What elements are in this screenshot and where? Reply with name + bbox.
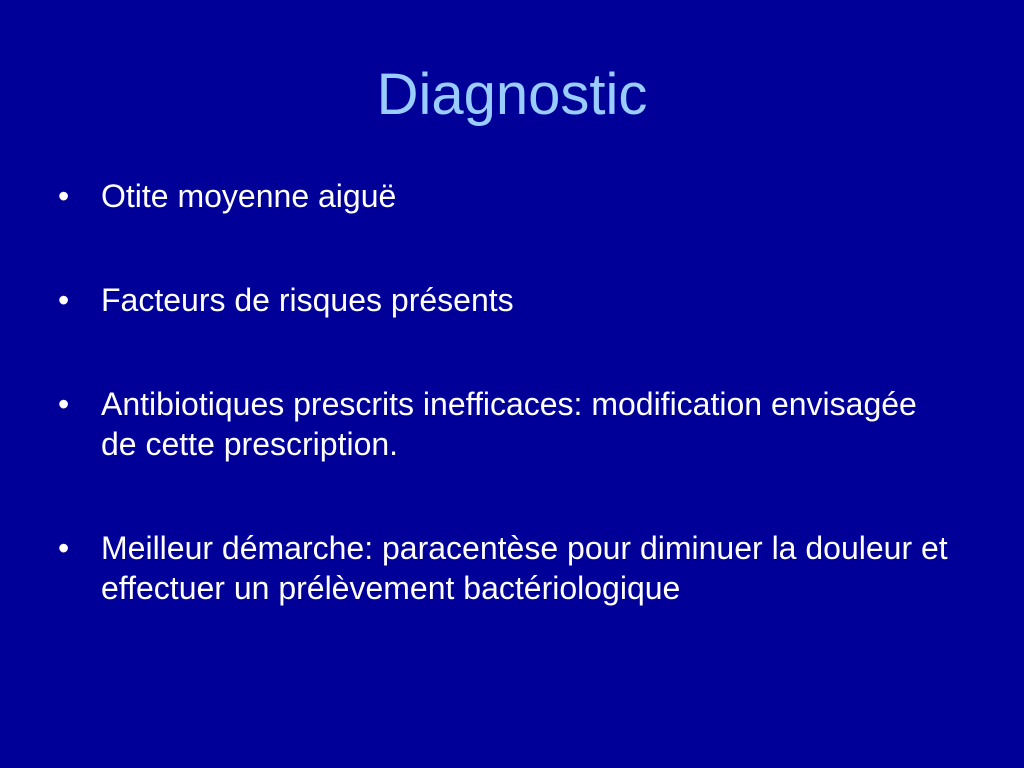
bullet-text: Otite moyenne aiguë bbox=[101, 178, 397, 214]
bullet-dot-icon: • bbox=[58, 386, 70, 422]
bullet-item-facteurs bbox=[54, 280, 954, 320]
slide-title: Diagnostic bbox=[376, 62, 648, 127]
bullet-dot-icon: • bbox=[58, 282, 70, 318]
bullet-item-demarche bbox=[54, 528, 954, 608]
bullet-item-antibiotiques bbox=[54, 384, 954, 464]
bullet-dot-icon: • bbox=[58, 530, 70, 566]
bullet-dot-icon: • bbox=[58, 178, 70, 214]
bullet-item-otite bbox=[54, 176, 954, 216]
bullet-text: Facteurs de risques présents bbox=[101, 282, 514, 318]
bullet-text: Meilleur démarche: paracentèse pour diminuer la douleur et effectuer un prélèvement bactériologique bbox=[101, 530, 948, 606]
bullet-list bbox=[54, 176, 954, 608]
bullet-text: Antibiotiques prescrits inefficaces: modification envisagée de cette prescription. bbox=[101, 386, 917, 462]
